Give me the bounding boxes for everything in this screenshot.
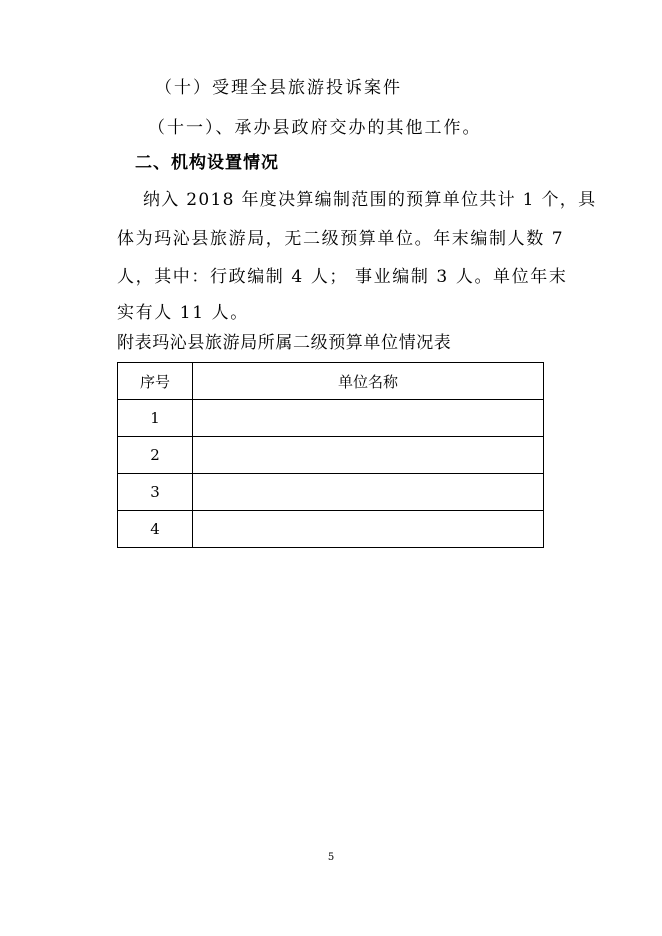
- page-number: 5: [327, 852, 335, 863]
- list-item-ten: （十）受理全县旅游投诉案件: [155, 78, 402, 98]
- row-number: 2: [118, 437, 193, 474]
- subordinate-units-table: [117, 362, 544, 548]
- table-row: [118, 474, 544, 511]
- row-unit-name: [193, 437, 544, 474]
- row-number: 1: [118, 400, 193, 437]
- table-header-row: [118, 363, 544, 400]
- table-row: [118, 437, 544, 474]
- paragraph-line-3: 人，其中：行政编制 4 人； 事业编制 3 人。单位年末: [117, 267, 568, 287]
- section-heading: 二、机构设置情况: [135, 153, 279, 173]
- row-unit-name: [193, 474, 544, 511]
- table-row: [118, 400, 544, 437]
- row-unit-name: [193, 400, 544, 437]
- list-item-eleven: （十一）、承办县政府交办的其他工作。: [148, 118, 482, 138]
- table-caption: 附表玛沁县旅游局所属二级预算单位情况表: [117, 333, 452, 353]
- paragraph-line-2: 体为玛沁县旅游局，无二级预算单位。年末编制人数 7: [117, 229, 565, 249]
- row-number: 4: [118, 511, 193, 548]
- paragraph-line-1: 纳入 2018 年度决算编制范围的预算单位共计 1 个，具: [143, 190, 597, 210]
- row-unit-name: [193, 511, 544, 548]
- header-unit-name: 单位名称: [193, 363, 544, 400]
- paragraph-line-4: 实有人 11 人。: [117, 303, 249, 323]
- table-row: [118, 511, 544, 548]
- row-number: 3: [118, 474, 193, 511]
- header-number: 序号: [118, 363, 193, 400]
